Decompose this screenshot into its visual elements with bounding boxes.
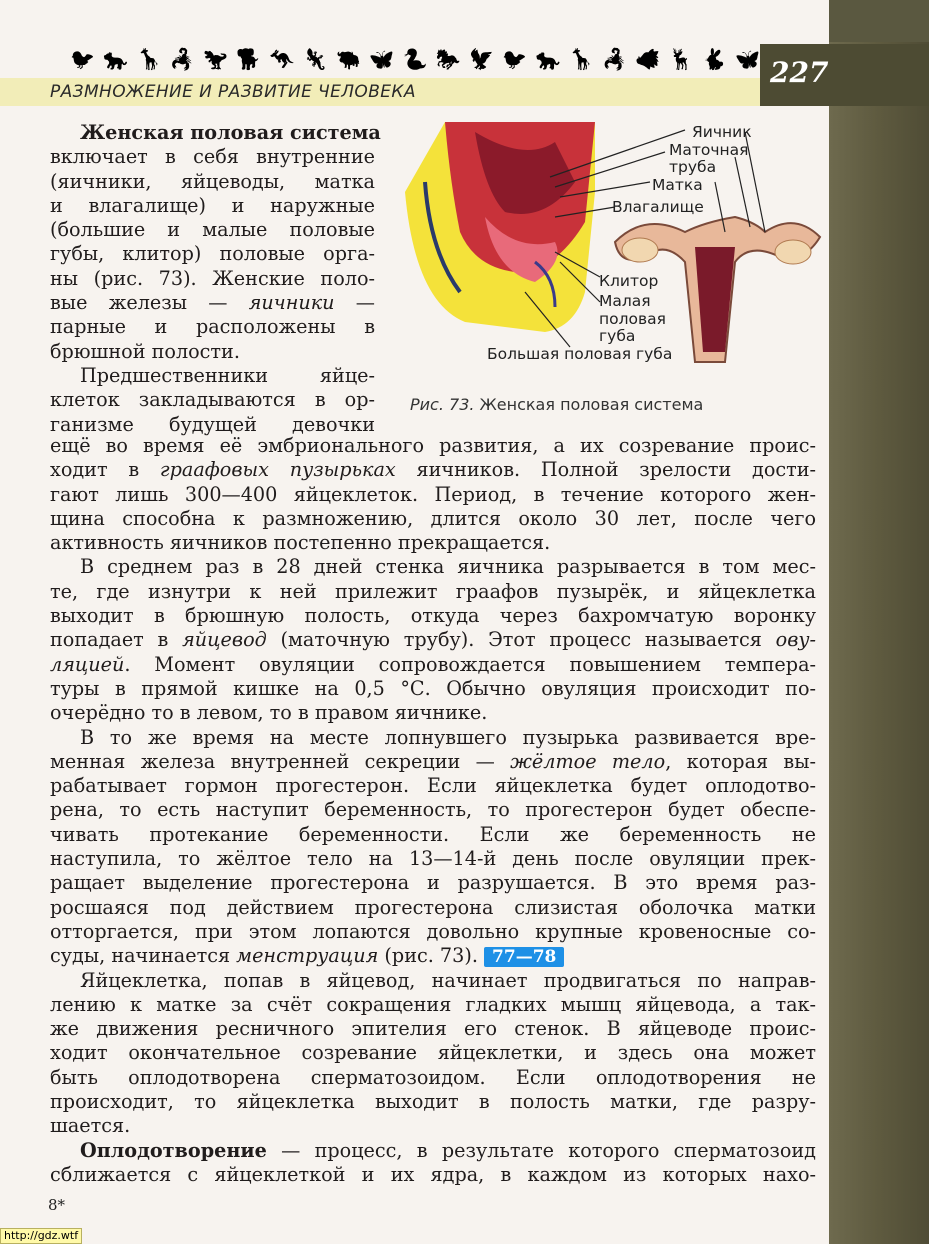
text-line: ны (рис. 73). Женские поло- [50, 266, 375, 290]
text-run: . Момент овуляции сопровождается повышением темпера- [124, 652, 816, 676]
label-labia-minora-3: губа [599, 327, 636, 345]
text-line: клеток закладываются в ор- [50, 388, 375, 412]
text-line [50, 121, 381, 145]
text-line: же движения ресничного эпителия его стенок. В яйцеводе проис- [50, 1017, 816, 1041]
text-run: менная железа внутренней секреции — [50, 749, 511, 773]
text-line: щина способна к размножению, длится около 30 лет, после чего [50, 506, 816, 530]
term-fertilization: Оплодотворение [80, 1138, 267, 1162]
text-line: ращает выделение прогестерона и разрушается. В это время раз- [50, 871, 816, 895]
animal-silhouette-icon: 🦋 [369, 47, 395, 71]
text-line: росшаяся под действием прогестерона слизистая оболочка матки [50, 895, 816, 919]
watermark-link[interactable]: http://gdz.wtf [0, 1228, 82, 1244]
text-line: (яичники, яйцеводы, матка [50, 169, 375, 193]
text-run: , которая вы- [665, 749, 816, 773]
text-line: происходит, то яйцеклетка выходит в полость матки, где разру- [50, 1090, 816, 1114]
animal-silhouette-icon: 🦖 [203, 47, 228, 71]
text-line: очерёдно то в левом, то в правом яичнике. [50, 701, 488, 725]
term-female-reproductive-system: Женская половая система [80, 121, 381, 144]
page-edge-top [829, 0, 929, 42]
animal-silhouette-icon: 🦋 [735, 47, 760, 71]
text-line: быть оплодотворена сперматозоидом. Если оплодотворения не [50, 1065, 816, 1089]
text-run: ходит в [50, 458, 160, 482]
chapter-title: РАЗМНОЖЕНИЕ И РАЗВИТИЕ ЧЕЛОВЕКА [50, 82, 416, 102]
text-line: (большие и малые половые [50, 218, 375, 242]
text-run: вые железы — [50, 291, 249, 315]
page-edge-shadow [829, 0, 929, 1244]
animal-silhouette-icon: 🦅 [469, 47, 494, 71]
animal-silhouette-icon: 🦂 [602, 47, 627, 71]
text-line: те, где изнутри к ней прилежит граафов пузырёк, и яйцеклетка [50, 579, 816, 603]
term-ovaries: яичники [248, 291, 335, 315]
animal-silhouette-icon: 🐦 [502, 47, 528, 71]
text-line: отторгается, при этом лопаются довольно крупные кровеносные со- [50, 919, 816, 943]
text-line [50, 1139, 816, 1163]
label-labia-majora: Большая половая губа [487, 345, 673, 363]
figure-caption [410, 395, 703, 414]
text-line: активность яичников постепенно прекращается. [50, 531, 551, 555]
text-run: суды, начинается [50, 944, 237, 968]
text-line: рена, то есть наступит беременность, то прогестерон будет обеспе- [50, 798, 816, 822]
text-run: яичников. Полной зрелости дости- [395, 458, 817, 482]
text-line: ганизме будущей девочки [50, 412, 375, 436]
animal-silhouette-icon: 🐕 [236, 47, 262, 71]
text-run: попадает в [50, 628, 183, 652]
animal-silhouette-icon: 🦎 [302, 47, 328, 71]
page-number: 227 [770, 56, 829, 89]
animal-silhouette-icon: 🐎 [435, 47, 461, 71]
animal-silhouette-icon: 🐦 [70, 47, 95, 71]
animal-silhouette-icon: 🦘 [269, 47, 295, 71]
text-line [50, 944, 816, 968]
exercise-reference-badge[interactable]: 77—78 [484, 947, 564, 967]
text-run: (маточную трубу). Этот процесс называется [266, 628, 776, 652]
right-ovary [775, 240, 811, 264]
left-ovary [622, 238, 658, 262]
label-labia-minora-2: половая [599, 310, 666, 328]
animal-silhouette-strip [70, 44, 760, 74]
term-menstruation: менструация [236, 944, 379, 968]
label-uterus: Матка [652, 176, 703, 194]
animal-silhouette-icon: 🦌 [668, 47, 694, 71]
label-tube-2: труба [669, 158, 717, 176]
animal-silhouette-icon: 🦒 [136, 47, 162, 71]
animal-silhouette-icon: 🐃 [336, 47, 361, 71]
text-line: ещё во время её эмбрионального развития, а их созревание проис- [50, 434, 816, 457]
term-ovulation-part2: ляцией [50, 652, 125, 676]
text-line: наступила, то жёлтое тело на 13—14-й день после овуляции прек- [50, 847, 816, 871]
label-clitoris: Клитор [599, 272, 659, 290]
animal-silhouette-icon: 🐗 [635, 47, 661, 71]
text-line [50, 458, 816, 482]
text-run: — процесс, в результате которого сперматозоид [266, 1138, 816, 1162]
text-line: лению к матке за счёт сокращения гладких мышц яйцевода, а так- [50, 992, 816, 1016]
text-run: (рис. 73). [378, 944, 485, 968]
text-line: Предшественники яйце- [80, 363, 375, 387]
text-line: В то же время на месте лопнувшего пузырька развивается вре- [80, 725, 816, 749]
term-ovulation-part1: ову- [775, 628, 816, 652]
text-line [50, 628, 816, 652]
animal-silhouette-icon: 🐍 [402, 47, 428, 71]
signature-mark: 8* [48, 1196, 66, 1214]
animal-silhouette-icon: 🦂 [169, 47, 195, 71]
text-run: — [334, 291, 375, 315]
text-line: парные и расположены в [50, 315, 375, 339]
caption-prefix: Рис. 73. [410, 395, 475, 414]
animal-silhouette-icon: 🐆 [535, 47, 561, 71]
text-line: Яйцеклетка, попав в яйцевод, начинает продвигаться по направ- [80, 968, 816, 992]
caption-text: Женская половая система [474, 395, 704, 414]
text-line: брюшной полости. [50, 339, 240, 363]
text-line: включает в себя внутренние [50, 145, 375, 169]
text-line: губы, клитор) половые орга- [50, 242, 375, 266]
text-line: гают лишь 300—400 яйцеклеток. Период, в течение которого жен- [50, 482, 816, 506]
text-line: и влагалище) и наружные [50, 193, 375, 217]
term-oviduct: яйцевод [182, 628, 267, 652]
text-line: В среднем раз в 28 дней стенка яичника разрывается в том мес- [80, 555, 816, 579]
text-line: ходит окончательное созревание яйцеклетки, и здесь она может [50, 1041, 816, 1065]
text-line: чивать протекание беременности. Если же беременность не [50, 822, 816, 846]
animal-silhouette-icon: 🦒 [568, 47, 594, 71]
animal-silhouette-icon: 🐆 [103, 47, 129, 71]
term-graafian-follicles: граафовых пузырьках [159, 458, 396, 482]
animal-silhouette-icon: 🐇 [701, 47, 727, 71]
text-line: сближается с яйцеклеткой и их ядра, в каждом из которых нахо- [50, 1162, 816, 1186]
label-labia-minora-1: Малая [599, 292, 651, 310]
narrow-column [50, 121, 381, 437]
text-line [50, 653, 816, 677]
term-corpus-luteum: жёлтое тело [510, 749, 666, 773]
label-vagina: Влагалище [612, 198, 704, 216]
text-line [50, 750, 816, 774]
text-line: рабатывает гормон прогестерон. Если яйцеклетка будет оплодотво- [50, 774, 816, 798]
main-column [50, 434, 816, 1187]
text-line: туры в прямой кишке на 0,5 °С. Обычно овуляция происходит по- [50, 676, 816, 700]
label-ovary: Яичник [692, 123, 752, 141]
text-line [50, 291, 375, 315]
text-line: выходит в брюшную полость, откуда через бахромчатую воронку [50, 604, 816, 628]
label-tube-1: Маточная [669, 141, 749, 159]
text-line: шается. [50, 1114, 131, 1138]
